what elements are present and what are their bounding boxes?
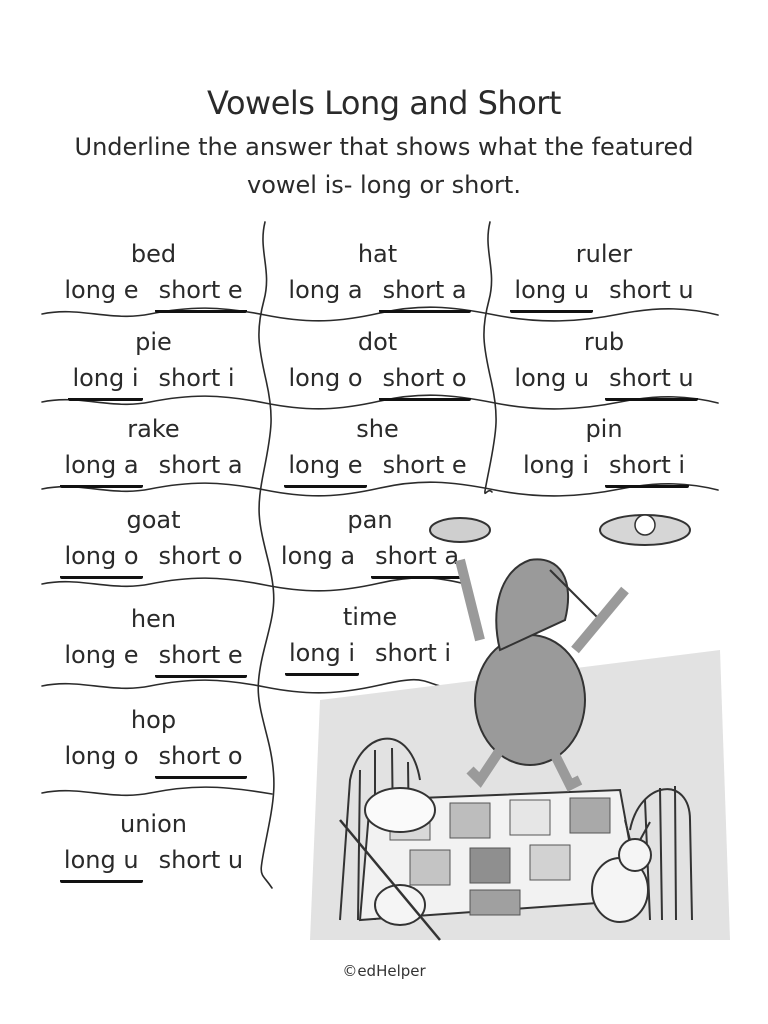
featured-word: bed: [130, 240, 177, 268]
featured-word: hop: [130, 706, 177, 734]
option-short[interactable]: short u: [158, 846, 244, 874]
option-long[interactable]: long a: [288, 276, 363, 304]
featured-word: dot: [357, 328, 398, 356]
option-short[interactable]: short o: [379, 360, 471, 401]
featured-word: ruler: [575, 240, 633, 268]
featured-word: hat: [357, 240, 398, 268]
grid-cell: [490, 236, 718, 308]
option-long[interactable]: long a: [60, 447, 142, 488]
option-short[interactable]: short o: [155, 738, 247, 779]
grid-cell: [42, 702, 265, 774]
option-long[interactable]: long i: [522, 451, 590, 479]
option-long[interactable]: long u: [514, 364, 590, 392]
option-short[interactable]: short a: [379, 272, 471, 313]
option-long[interactable]: long e: [284, 447, 366, 488]
option-long[interactable]: long o: [64, 742, 139, 770]
grid-cell: [42, 411, 265, 483]
grid-cell: [42, 806, 265, 878]
option-long[interactable]: long o: [288, 364, 363, 392]
featured-word: time: [342, 603, 398, 631]
featured-word: union: [120, 810, 187, 838]
grid-cell: [265, 411, 490, 483]
featured-word: she: [356, 415, 399, 443]
option-long[interactable]: long u: [60, 842, 143, 883]
option-short[interactable]: short e: [155, 637, 247, 678]
grid-cell: [265, 324, 490, 396]
option-short[interactable]: short o: [158, 542, 243, 570]
dancing-animals-illustration-icon: [300, 500, 740, 960]
option-long[interactable]: long e: [64, 641, 139, 669]
option-short[interactable]: short e: [382, 451, 467, 479]
featured-word: rub: [583, 328, 625, 356]
grid-cell: [265, 236, 490, 308]
option-long[interactable]: long i: [285, 635, 359, 676]
grid-cell: [42, 236, 265, 308]
featured-word: pin: [585, 415, 623, 443]
grid-cell: [490, 324, 718, 396]
featured-word: hen: [130, 605, 177, 633]
option-long[interactable]: long i: [68, 360, 142, 401]
featured-word: rake: [127, 415, 180, 443]
option-long[interactable]: long e: [64, 276, 139, 304]
option-short[interactable]: short u: [609, 276, 694, 304]
grid-cell: [42, 601, 265, 673]
featured-word: goat: [126, 506, 181, 534]
worksheet-title: Vowels Long and Short: [207, 84, 561, 122]
copyright-notice: ©edHelper: [342, 962, 426, 980]
option-short[interactable]: short e: [155, 272, 247, 313]
option-long[interactable]: long o: [60, 538, 142, 579]
option-short[interactable]: short i: [375, 639, 452, 667]
row-divider-6: [42, 787, 272, 795]
option-short[interactable]: short a: [158, 451, 243, 479]
featured-word: pan: [347, 506, 393, 534]
option-short[interactable]: short a: [371, 538, 463, 579]
option-short[interactable]: short i: [605, 447, 689, 488]
option-short[interactable]: short i: [158, 364, 235, 392]
option-long[interactable]: long u: [510, 272, 593, 313]
option-short[interactable]: short u: [605, 360, 698, 401]
featured-word: pie: [135, 328, 172, 356]
grid-cell: [42, 324, 265, 396]
worksheet-instructions: Underline the answer that shows what the featured vowel is- long or short.: [74, 133, 694, 199]
grid-cell: [42, 502, 265, 574]
option-long[interactable]: long a: [280, 542, 356, 570]
grid-cell: [490, 411, 718, 483]
